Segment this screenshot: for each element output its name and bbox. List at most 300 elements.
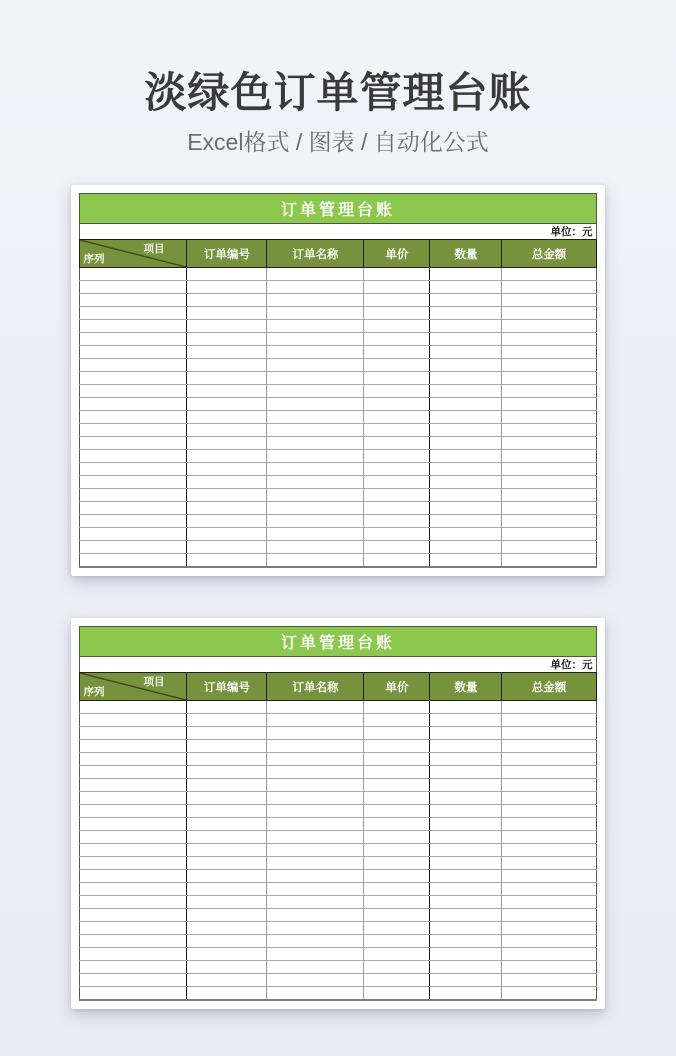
empty-row bbox=[80, 896, 596, 909]
empty-row bbox=[80, 528, 596, 541]
empty-cell bbox=[364, 307, 430, 320]
empty-cell bbox=[187, 411, 267, 424]
empty-cell bbox=[187, 987, 267, 1001]
empty-cell bbox=[267, 372, 364, 385]
empty-cell bbox=[430, 411, 502, 424]
empty-cell bbox=[430, 502, 502, 515]
empty-cell bbox=[80, 281, 187, 294]
empty-cell bbox=[187, 948, 267, 961]
empty-cell bbox=[430, 281, 502, 294]
order-ledger-sheet-1 bbox=[79, 193, 596, 568]
empty-cell bbox=[267, 792, 364, 805]
column-header-order-name: 订单名称 bbox=[267, 240, 364, 268]
empty-cell bbox=[430, 948, 502, 961]
empty-cell bbox=[187, 502, 267, 515]
empty-cell bbox=[364, 831, 430, 844]
empty-cell bbox=[187, 307, 267, 320]
empty-cell bbox=[502, 463, 596, 476]
empty-row bbox=[80, 515, 596, 528]
empty-cell bbox=[364, 385, 430, 398]
empty-cell bbox=[187, 281, 267, 294]
empty-cell bbox=[267, 896, 364, 909]
empty-row bbox=[80, 346, 596, 359]
empty-cell bbox=[364, 554, 430, 568]
empty-cell bbox=[187, 489, 267, 502]
empty-cell bbox=[267, 476, 364, 489]
empty-cell bbox=[187, 541, 267, 554]
empty-row bbox=[80, 541, 596, 554]
empty-cell bbox=[502, 268, 596, 281]
empty-cell bbox=[430, 870, 502, 883]
empty-cell bbox=[364, 502, 430, 515]
empty-cell bbox=[80, 766, 187, 779]
empty-cell bbox=[430, 857, 502, 870]
empty-cell bbox=[80, 528, 187, 541]
empty-row bbox=[80, 870, 596, 883]
empty-cell bbox=[430, 974, 502, 987]
empty-cell bbox=[80, 398, 187, 411]
empty-cell bbox=[267, 437, 364, 450]
empty-cell bbox=[80, 554, 187, 568]
empty-row bbox=[80, 727, 596, 740]
empty-cell bbox=[187, 740, 267, 753]
empty-row bbox=[80, 974, 596, 987]
empty-cell bbox=[80, 502, 187, 515]
empty-cell bbox=[430, 909, 502, 922]
empty-cell bbox=[187, 320, 267, 333]
empty-cell bbox=[502, 857, 596, 870]
empty-cell bbox=[187, 831, 267, 844]
empty-cell bbox=[80, 779, 187, 792]
empty-cell bbox=[267, 424, 364, 437]
empty-cell bbox=[430, 476, 502, 489]
empty-cell bbox=[430, 987, 502, 1001]
empty-cell bbox=[502, 346, 596, 359]
empty-cell bbox=[80, 870, 187, 883]
empty-cell bbox=[80, 294, 187, 307]
empty-row bbox=[80, 424, 596, 437]
empty-cell bbox=[80, 385, 187, 398]
empty-cell bbox=[502, 883, 596, 896]
empty-cell bbox=[502, 948, 596, 961]
empty-cell bbox=[430, 515, 502, 528]
empty-cell bbox=[80, 844, 187, 857]
sheet-title: 订单管理台账 bbox=[80, 627, 596, 657]
unit-label: 单位：元 bbox=[80, 224, 596, 240]
empty-cell bbox=[187, 779, 267, 792]
empty-data-rows bbox=[80, 701, 596, 1001]
empty-cell bbox=[430, 753, 502, 766]
empty-cell bbox=[364, 753, 430, 766]
empty-cell bbox=[364, 727, 430, 740]
empty-cell bbox=[80, 411, 187, 424]
empty-cell bbox=[187, 805, 267, 818]
empty-cell bbox=[502, 307, 596, 320]
empty-cell bbox=[502, 987, 596, 1001]
empty-row bbox=[80, 909, 596, 922]
empty-row bbox=[80, 502, 596, 515]
empty-cell bbox=[430, 359, 502, 372]
empty-cell bbox=[364, 870, 430, 883]
empty-row bbox=[80, 779, 596, 792]
page-title: 淡绿色订单管理台账 bbox=[144, 69, 532, 116]
empty-cell bbox=[364, 961, 430, 974]
empty-cell bbox=[80, 948, 187, 961]
empty-cell bbox=[187, 961, 267, 974]
empty-cell bbox=[502, 974, 596, 987]
corner-header-cell bbox=[80, 240, 187, 268]
empty-cell bbox=[267, 385, 364, 398]
sheet-title: 订单管理台账 bbox=[80, 194, 596, 224]
empty-row bbox=[80, 987, 596, 1001]
empty-row bbox=[80, 372, 596, 385]
column-header-total: 总金额 bbox=[502, 240, 596, 268]
empty-cell bbox=[364, 424, 430, 437]
unit-label: 单位：元 bbox=[80, 657, 596, 673]
empty-cell bbox=[430, 883, 502, 896]
empty-cell bbox=[80, 346, 187, 359]
empty-cell bbox=[267, 974, 364, 987]
empty-cell bbox=[364, 398, 430, 411]
empty-cell bbox=[364, 411, 430, 424]
empty-cell bbox=[430, 844, 502, 857]
empty-cell bbox=[364, 281, 430, 294]
empty-cell bbox=[430, 792, 502, 805]
empty-cell bbox=[80, 818, 187, 831]
empty-cell bbox=[187, 909, 267, 922]
empty-cell bbox=[187, 922, 267, 935]
empty-cell bbox=[364, 987, 430, 1001]
empty-cell bbox=[502, 541, 596, 554]
empty-row bbox=[80, 883, 596, 896]
empty-cell bbox=[80, 320, 187, 333]
empty-cell bbox=[80, 792, 187, 805]
empty-cell bbox=[267, 779, 364, 792]
empty-row bbox=[80, 948, 596, 961]
corner-label-serial: 序列 bbox=[83, 686, 105, 698]
column-header-order-no: 订单编号 bbox=[187, 673, 267, 701]
empty-cell bbox=[364, 515, 430, 528]
empty-row bbox=[80, 857, 596, 870]
corner-label-item: 项目 bbox=[143, 243, 165, 255]
empty-cell bbox=[80, 857, 187, 870]
empty-cell bbox=[267, 346, 364, 359]
empty-cell bbox=[502, 701, 596, 714]
empty-cell bbox=[430, 385, 502, 398]
empty-cell bbox=[187, 333, 267, 346]
empty-cell bbox=[80, 831, 187, 844]
empty-cell bbox=[502, 528, 596, 541]
empty-cell bbox=[80, 489, 187, 502]
empty-cell bbox=[267, 935, 364, 948]
empty-cell bbox=[364, 541, 430, 554]
empty-cell bbox=[364, 333, 430, 346]
column-header-order-name: 订单名称 bbox=[267, 673, 364, 701]
empty-cell bbox=[267, 281, 364, 294]
empty-cell bbox=[430, 766, 502, 779]
empty-cell bbox=[267, 727, 364, 740]
corner-label-item: 项目 bbox=[143, 676, 165, 688]
empty-cell bbox=[267, 450, 364, 463]
empty-cell bbox=[187, 450, 267, 463]
empty-cell bbox=[364, 359, 430, 372]
empty-cell bbox=[187, 753, 267, 766]
empty-cell bbox=[80, 805, 187, 818]
empty-cell bbox=[267, 883, 364, 896]
empty-cell bbox=[187, 294, 267, 307]
empty-cell bbox=[187, 844, 267, 857]
empty-cell bbox=[364, 476, 430, 489]
empty-cell bbox=[502, 740, 596, 753]
column-header-quantity: 数量 bbox=[430, 240, 502, 268]
empty-cell bbox=[80, 359, 187, 372]
empty-data-rows bbox=[80, 268, 596, 568]
empty-row bbox=[80, 844, 596, 857]
empty-cell bbox=[187, 883, 267, 896]
empty-cell bbox=[80, 541, 187, 554]
empty-cell bbox=[267, 805, 364, 818]
empty-cell bbox=[430, 541, 502, 554]
empty-row bbox=[80, 831, 596, 844]
empty-cell bbox=[430, 701, 502, 714]
column-header-row bbox=[80, 240, 596, 268]
empty-cell bbox=[267, 753, 364, 766]
column-header-row bbox=[80, 673, 596, 701]
empty-cell bbox=[502, 424, 596, 437]
empty-cell bbox=[430, 437, 502, 450]
empty-cell bbox=[364, 463, 430, 476]
empty-cell bbox=[364, 346, 430, 359]
empty-cell bbox=[267, 818, 364, 831]
empty-row bbox=[80, 294, 596, 307]
empty-cell bbox=[267, 463, 364, 476]
empty-row bbox=[80, 740, 596, 753]
empty-cell bbox=[364, 450, 430, 463]
empty-cell bbox=[267, 333, 364, 346]
template-preview-card-1[interactable] bbox=[71, 185, 605, 576]
empty-cell bbox=[430, 896, 502, 909]
empty-cell bbox=[80, 268, 187, 281]
empty-cell bbox=[364, 935, 430, 948]
empty-cell bbox=[267, 502, 364, 515]
empty-row bbox=[80, 463, 596, 476]
empty-cell bbox=[364, 922, 430, 935]
empty-cell bbox=[80, 740, 187, 753]
empty-row bbox=[80, 922, 596, 935]
template-preview-card-2[interactable] bbox=[71, 618, 605, 1009]
empty-cell bbox=[502, 766, 596, 779]
empty-cell bbox=[430, 424, 502, 437]
empty-cell bbox=[267, 922, 364, 935]
empty-cell bbox=[267, 909, 364, 922]
empty-cell bbox=[502, 727, 596, 740]
empty-cell bbox=[430, 463, 502, 476]
empty-cell bbox=[187, 515, 267, 528]
empty-cell bbox=[430, 727, 502, 740]
empty-row bbox=[80, 281, 596, 294]
empty-row bbox=[80, 307, 596, 320]
column-header-total: 总金额 bbox=[502, 673, 596, 701]
empty-cell bbox=[502, 831, 596, 844]
empty-cell bbox=[502, 489, 596, 502]
empty-cell bbox=[502, 411, 596, 424]
empty-cell bbox=[187, 714, 267, 727]
empty-cell bbox=[187, 398, 267, 411]
empty-row bbox=[80, 476, 596, 489]
empty-cell bbox=[364, 818, 430, 831]
corner-label-serial: 序列 bbox=[83, 253, 105, 265]
empty-cell bbox=[267, 528, 364, 541]
empty-cell bbox=[430, 372, 502, 385]
empty-cell bbox=[80, 701, 187, 714]
empty-row bbox=[80, 714, 596, 727]
empty-cell bbox=[267, 515, 364, 528]
empty-cell bbox=[430, 268, 502, 281]
empty-cell bbox=[502, 818, 596, 831]
empty-cell bbox=[364, 268, 430, 281]
empty-row bbox=[80, 359, 596, 372]
page-subtitle: Excel格式 / 图表 / 自动化公式 bbox=[187, 129, 489, 155]
empty-cell bbox=[502, 333, 596, 346]
empty-cell bbox=[364, 437, 430, 450]
empty-cell bbox=[364, 320, 430, 333]
empty-row bbox=[80, 333, 596, 346]
empty-cell bbox=[267, 961, 364, 974]
empty-cell bbox=[187, 554, 267, 568]
empty-cell bbox=[502, 961, 596, 974]
empty-cell bbox=[187, 701, 267, 714]
empty-cell bbox=[80, 476, 187, 489]
empty-cell bbox=[430, 307, 502, 320]
empty-cell bbox=[430, 346, 502, 359]
empty-cell bbox=[80, 424, 187, 437]
empty-cell bbox=[267, 294, 364, 307]
empty-cell bbox=[502, 844, 596, 857]
empty-cell bbox=[502, 359, 596, 372]
empty-cell bbox=[80, 437, 187, 450]
empty-cell bbox=[502, 779, 596, 792]
empty-cell bbox=[364, 489, 430, 502]
column-header-order-no: 订单编号 bbox=[187, 240, 267, 268]
empty-cell bbox=[80, 987, 187, 1001]
empty-cell bbox=[430, 831, 502, 844]
empty-row bbox=[80, 320, 596, 333]
empty-cell bbox=[80, 333, 187, 346]
empty-cell bbox=[80, 515, 187, 528]
empty-cell bbox=[364, 740, 430, 753]
empty-cell bbox=[187, 268, 267, 281]
empty-cell bbox=[187, 476, 267, 489]
empty-cell bbox=[430, 528, 502, 541]
empty-cell bbox=[267, 320, 364, 333]
empty-cell bbox=[187, 896, 267, 909]
empty-row bbox=[80, 554, 596, 568]
empty-cell bbox=[267, 870, 364, 883]
empty-cell bbox=[187, 528, 267, 541]
empty-cell bbox=[80, 727, 187, 740]
empty-cell bbox=[502, 554, 596, 568]
empty-cell bbox=[80, 372, 187, 385]
empty-cell bbox=[267, 740, 364, 753]
empty-cell bbox=[502, 372, 596, 385]
empty-cell bbox=[267, 987, 364, 1001]
corner-header-cell bbox=[80, 673, 187, 701]
empty-cell bbox=[267, 268, 364, 281]
empty-cell bbox=[187, 792, 267, 805]
empty-cell bbox=[80, 961, 187, 974]
empty-cell bbox=[430, 818, 502, 831]
empty-cell bbox=[364, 909, 430, 922]
empty-cell bbox=[364, 883, 430, 896]
empty-cell bbox=[187, 437, 267, 450]
unit-row bbox=[80, 224, 596, 240]
empty-cell bbox=[267, 411, 364, 424]
empty-cell bbox=[187, 359, 267, 372]
empty-row bbox=[80, 935, 596, 948]
empty-cell bbox=[430, 320, 502, 333]
empty-cell bbox=[187, 385, 267, 398]
column-header-quantity: 数量 bbox=[430, 673, 502, 701]
empty-row bbox=[80, 753, 596, 766]
empty-cell bbox=[364, 844, 430, 857]
empty-cell bbox=[364, 779, 430, 792]
empty-cell bbox=[80, 896, 187, 909]
empty-cell bbox=[80, 753, 187, 766]
empty-cell bbox=[502, 922, 596, 935]
empty-cell bbox=[80, 909, 187, 922]
empty-cell bbox=[364, 896, 430, 909]
empty-row bbox=[80, 450, 596, 463]
empty-cell bbox=[502, 714, 596, 727]
empty-cell bbox=[502, 385, 596, 398]
sheet-title-row bbox=[80, 194, 596, 224]
empty-cell bbox=[430, 294, 502, 307]
empty-cell bbox=[364, 372, 430, 385]
empty-cell bbox=[502, 870, 596, 883]
empty-cell bbox=[502, 437, 596, 450]
empty-cell bbox=[80, 935, 187, 948]
empty-cell bbox=[187, 818, 267, 831]
empty-cell bbox=[267, 844, 364, 857]
column-header-unit-price: 单价 bbox=[364, 240, 430, 268]
empty-cell bbox=[267, 541, 364, 554]
empty-cell bbox=[80, 463, 187, 476]
empty-cell bbox=[502, 320, 596, 333]
empty-row bbox=[80, 792, 596, 805]
empty-cell bbox=[267, 307, 364, 320]
empty-cell bbox=[267, 714, 364, 727]
empty-cell bbox=[267, 766, 364, 779]
empty-cell bbox=[267, 398, 364, 411]
unit-row bbox=[80, 657, 596, 673]
empty-cell bbox=[502, 398, 596, 411]
empty-cell bbox=[187, 424, 267, 437]
empty-cell bbox=[267, 948, 364, 961]
empty-cell bbox=[364, 714, 430, 727]
empty-cell bbox=[502, 909, 596, 922]
empty-cell bbox=[502, 515, 596, 528]
empty-cell bbox=[430, 398, 502, 411]
empty-cell bbox=[364, 792, 430, 805]
empty-cell bbox=[364, 294, 430, 307]
empty-cell bbox=[187, 727, 267, 740]
empty-cell bbox=[430, 779, 502, 792]
empty-cell bbox=[502, 792, 596, 805]
empty-cell bbox=[502, 294, 596, 307]
empty-cell bbox=[430, 714, 502, 727]
order-ledger-sheet-2 bbox=[79, 626, 596, 1001]
empty-row bbox=[80, 411, 596, 424]
